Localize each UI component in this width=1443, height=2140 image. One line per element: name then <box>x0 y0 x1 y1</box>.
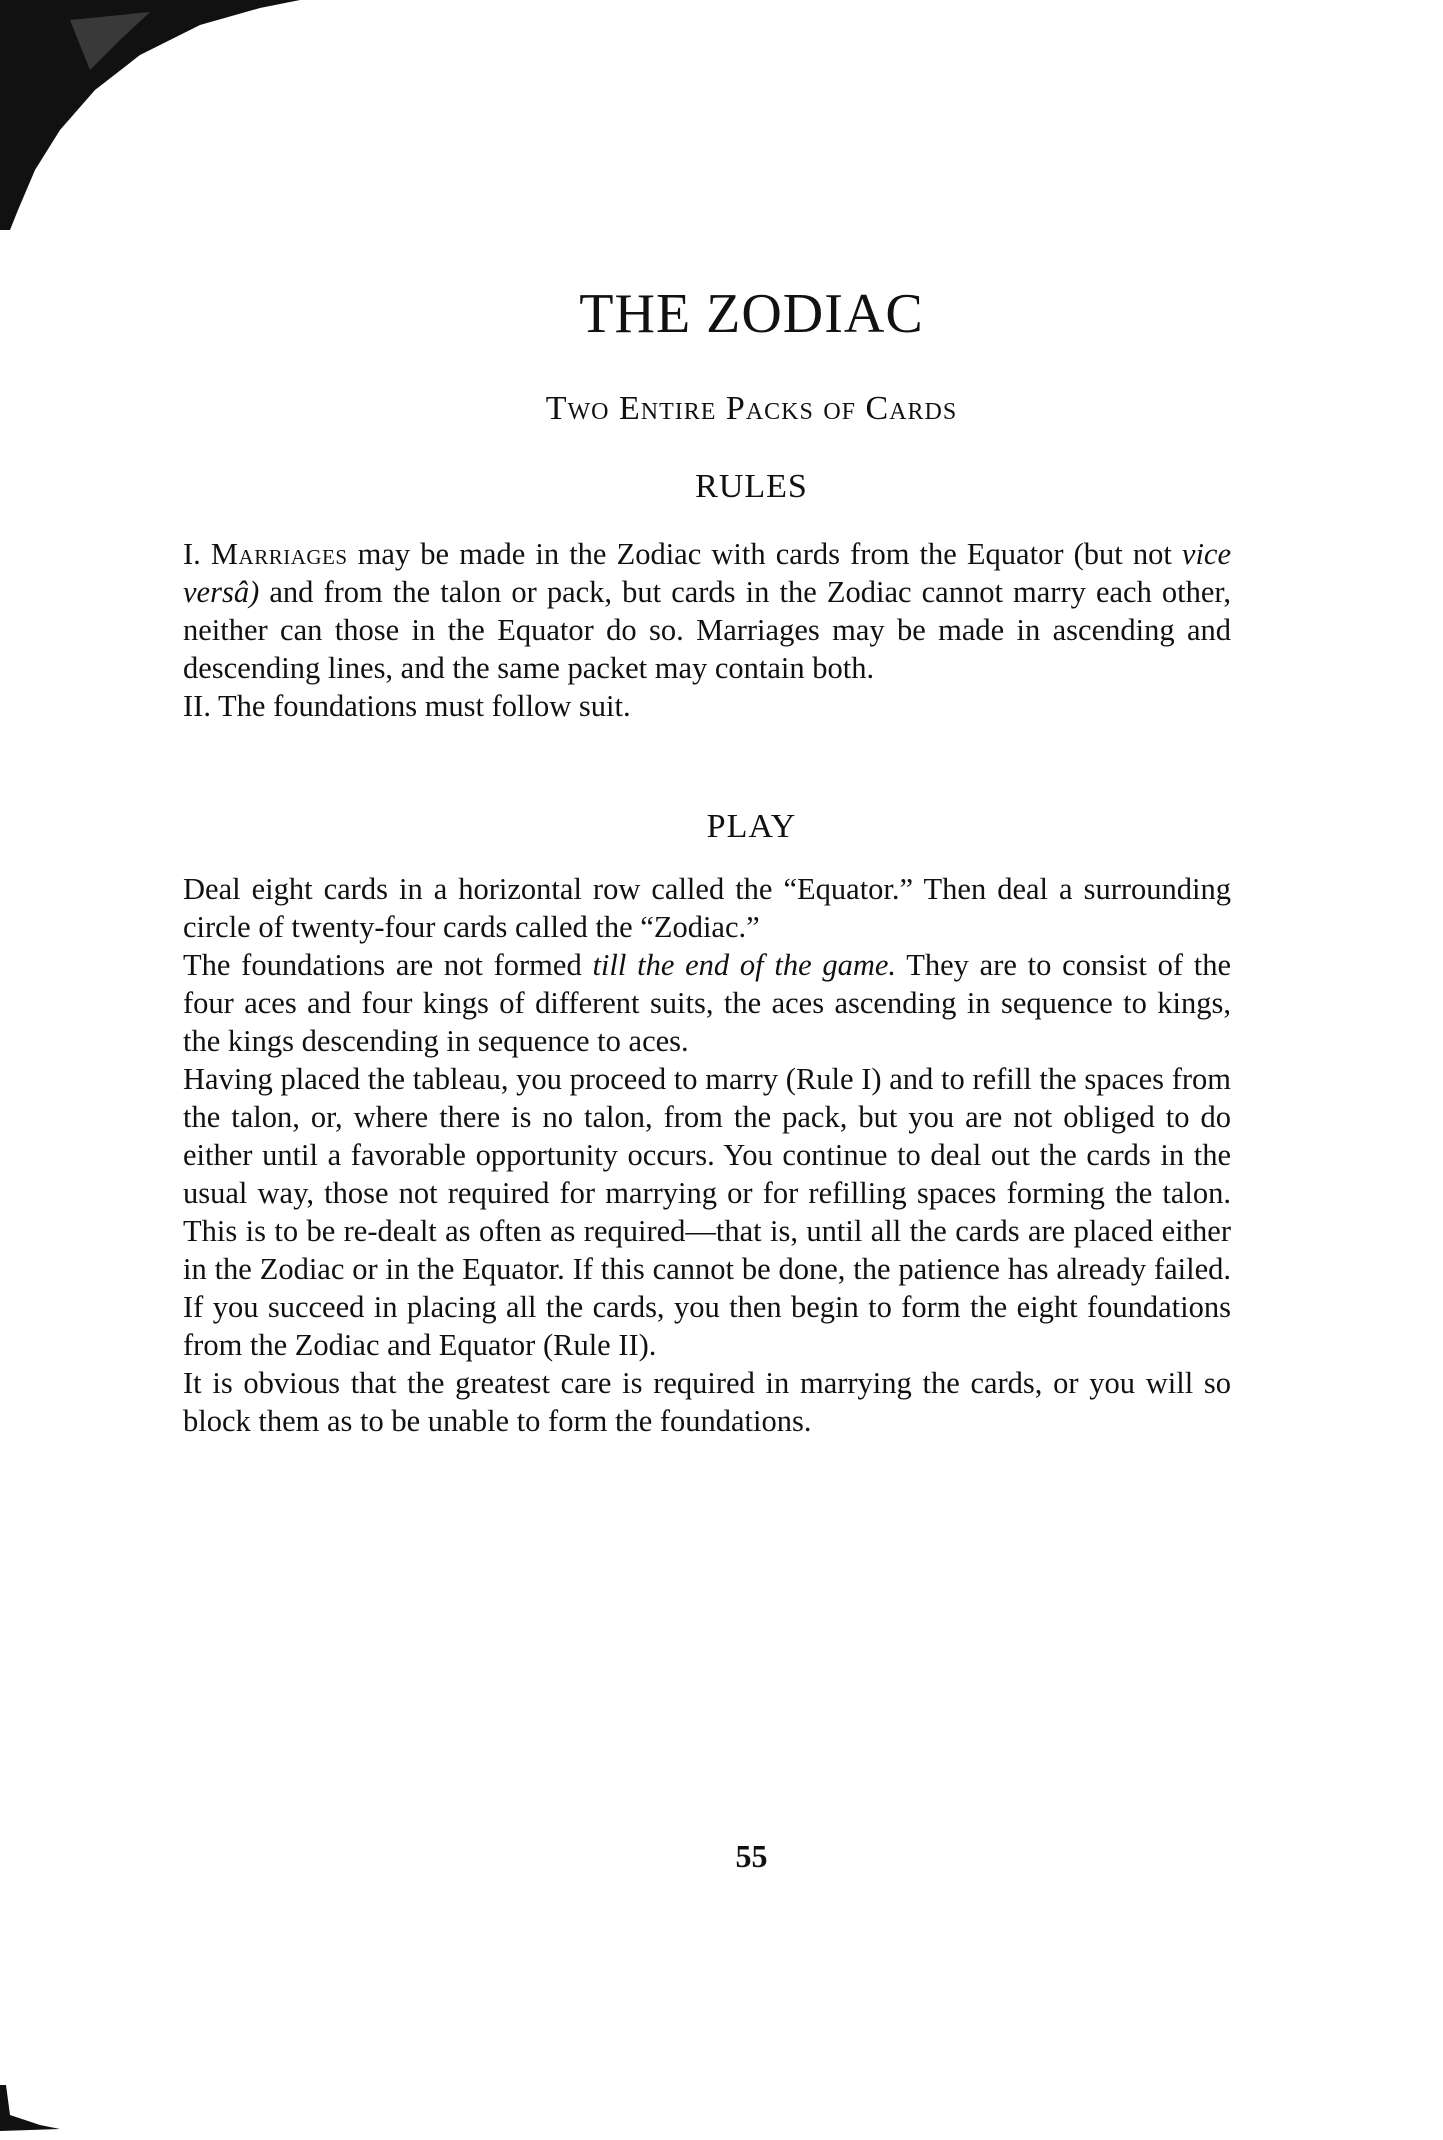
rule-two-text: The foundations must follow suit. <box>210 689 631 723</box>
play-paragraph-3: Having placed the tableau, you proceed to marry (Rule I) and to refill the spaces from the talon, or, where there is no talon, from the pack, but you are not obliged to do either until a favorable opportunity occurs. You continue to deal out the cards in the usual way, those not required for marrying or for refilling spaces forming the talon. This is to be re-dealt as often as required—that is, until all the cards are placed either in the Zodiac or in the Equator. If this cannot be done, the patience has already failed. If you succeed in placing all the cards, you then begin to form the eight foundations from the Zodiac and Equator (Rule II). <box>183 1062 1231 1362</box>
play-heading: PLAY <box>706 808 797 845</box>
play-paragraph-1: Deal eight cards in a horizontal row called the “Equator.” Then deal a surrounding circle of twenty-four cards called the “Zodiac.” <box>183 872 1231 944</box>
rule-one-lead: Marriages <box>210 537 348 571</box>
rule-one-text-b: and from the talon or pack, but cards in the Zodiac cannot marry each other, neither can those in the Equator do so. Marriages may be made in ascending and descending lines, and the same packet may contain both. <box>183 575 1231 685</box>
play-section <box>183 870 1231 1440</box>
rule-two-numeral: II. <box>183 689 211 723</box>
rule-one-italic: vice versâ) <box>183 537 1232 609</box>
rules-section <box>183 535 1231 725</box>
rule-two <box>183 687 1231 725</box>
rule-one <box>183 535 1231 687</box>
scan-shadow-top-left <box>0 0 300 230</box>
rule-one-numeral: I. <box>183 537 201 571</box>
page-subtitle: Two Entire Packs of Cards <box>545 390 958 427</box>
rules-heading: RULES <box>695 468 808 505</box>
play-paragraph-4: It is obvious that the greatest care is required in marrying the cards, or you will so block them as to be unable to form the foundations. <box>183 1366 1231 1438</box>
play-paragraph-2-text-a: The foundations are not formed <box>183 948 593 982</box>
rule-one-text-a: may be made in the Zodiac with cards from the Equator (but not <box>347 537 1182 571</box>
play-paragraph-2-text-b: They are to consist of the four aces and four kings of different suits, the aces ascending in sequence to kings, the kings descending in sequence to aces. <box>183 948 1232 1058</box>
page-title: THE ZODIAC <box>579 283 924 345</box>
play-paragraph-2-italic: till the end of the game. <box>592 948 897 982</box>
play-paragraph-2 <box>183 946 1231 1060</box>
scan-shadow-bottom-left <box>0 2085 70 2135</box>
page-number: 55 <box>735 1838 768 1874</box>
